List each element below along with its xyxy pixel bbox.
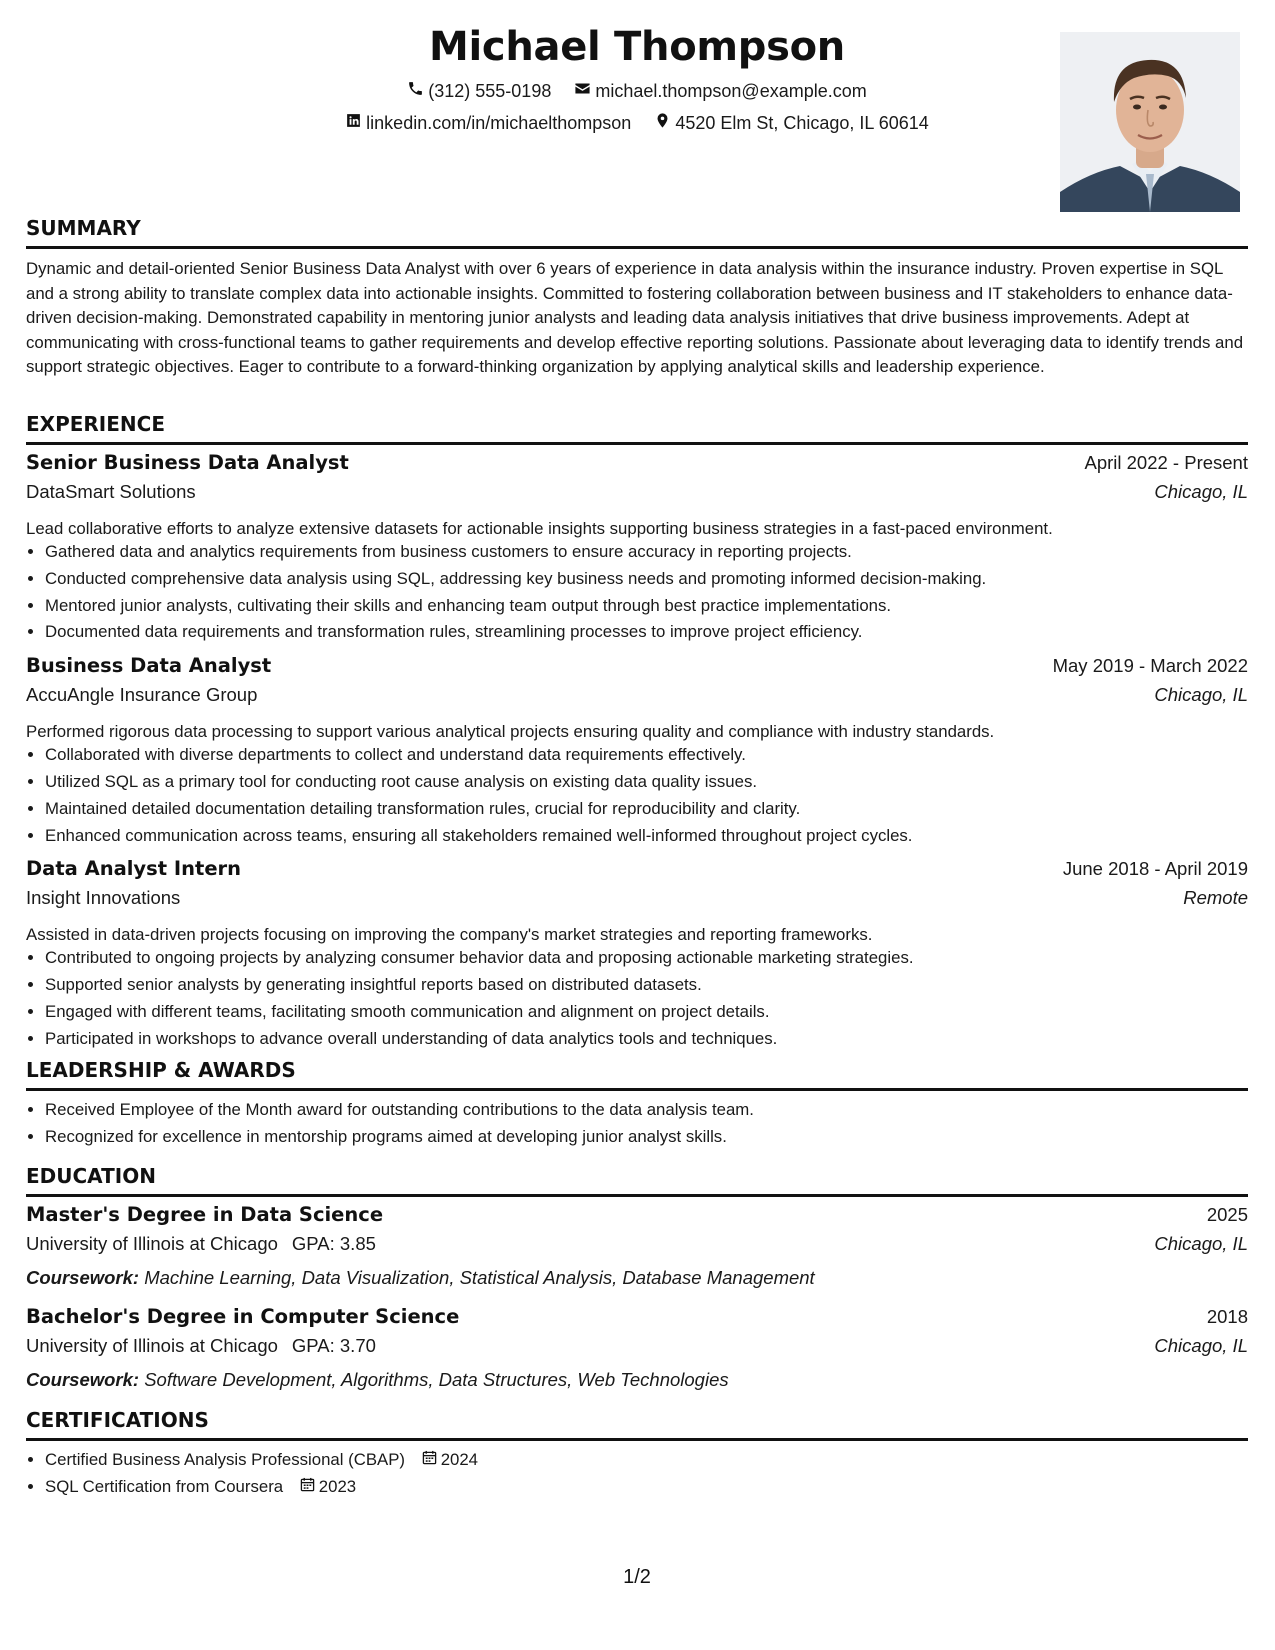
certification-year: 2024: [440, 1450, 479, 1469]
certifications-list: [26, 1447, 1248, 1501]
school-line: [26, 1233, 376, 1255]
job-location: Chicago, IL: [1154, 684, 1248, 706]
phone-contact: [407, 80, 551, 102]
job-dates: April 2022 - Present: [1084, 452, 1248, 473]
page-number: 1/2: [623, 1566, 651, 1588]
summary-text: Dynamic and detail-oriented Senior Business Data Analyst with over 6 years of experience in data analysis within the insurance industry. Proven expertise in SQL and a strong ability to translate complex data into actionable insights. Committed to fostering collaboration between business and IT stakeholders to enhance data-driven decision-making. Demonstrated capability in mentoring junior analysts and leading data analysis initiatives that drive business improvements. Adept at communicating with cross-functional teams to gather requirements and develop effective reporting solutions. Passionate about leveraging data to identify trends and support strategic objectives. Eager to contribute to a forward-thinking organization by applying analytical skills and leadership experience.: [26, 259, 1244, 376]
resume-header: [26, 18, 1248, 218]
section-divider: [26, 442, 1248, 445]
resume-page: [26, 0, 1248, 1650]
education-heading: EDUCATION: [26, 1164, 156, 1188]
section-divider: [26, 1438, 1248, 1441]
coursework-line: [26, 1365, 1248, 1395]
leadership-list: [26, 1097, 1248, 1151]
address-contact: [654, 112, 929, 134]
list-item: • Gathered data and analytics requirements from business customers to ensure accuracy in reporting projects.: [45, 539, 1248, 566]
certification-year: 2023: [318, 1476, 357, 1496]
linkedin-contact[interactable]: [345, 112, 631, 134]
candidate-name: Michael Thompson: [429, 24, 845, 70]
job-company: Insight Innovations: [26, 887, 181, 909]
job-title: Senior Business Data Analyst: [26, 451, 349, 474]
list-item: • Enhanced communication across teams, ensuring all stakeholders remained well-informed throughout project cycles.: [45, 823, 1248, 850]
degree-title: Bachelor's Degree in Computer Science: [26, 1305, 460, 1328]
school-line: [26, 1335, 376, 1357]
calendar-icon: [300, 1474, 319, 1501]
certification-date: [422, 1447, 478, 1474]
list-item: • Engaged with different teams, facilitating smooth communication and alignment on project details.: [45, 999, 1248, 1026]
education-entry: [26, 1203, 1248, 1293]
job-description: Lead collaborative efforts to analyze extensive datasets for actionable insights supporting business strategies in a fast-paced environment.: [26, 519, 1053, 538]
section-divider: [26, 1194, 1248, 1197]
experience-section: [26, 410, 1248, 1053]
list-item: • Participated in workshops to advance overall understanding of data analytics tools and techniques.: [45, 1026, 1248, 1053]
job-entry: [26, 857, 1248, 1052]
job-description: Performed rigorous data processing to support various analytical projects ensuring quality and compliance with industry standards.: [26, 722, 995, 742]
job-entry: [26, 654, 1248, 849]
summary-heading: SUMMARY: [26, 216, 141, 240]
job-bullets: [26, 945, 1248, 1052]
coursework-list: Machine Learning, Data Visualization, Statistical Analysis, Database Management: [144, 1267, 815, 1288]
job-title: Business Data Analyst: [26, 654, 272, 678]
summary-section: [26, 214, 1248, 380]
list-item: • Maintained detailed documentation detailing transformation rules, crucial for reproducibility and clarity.: [45, 796, 1248, 823]
education-section: [26, 1162, 1248, 1395]
school-location: Chicago, IL: [1154, 1233, 1248, 1254]
linkedin-url[interactable]: linkedin.com/in/michaelthompson: [366, 112, 632, 133]
coursework-label: Coursework:: [26, 1267, 140, 1288]
coursework-label: Coursework:: [26, 1369, 140, 1390]
certifications-heading: CERTIFICATIONS: [26, 1408, 209, 1432]
certifications-section: [26, 1406, 1248, 1501]
phone-icon: [407, 80, 428, 102]
education-entry: [26, 1305, 1248, 1395]
section-divider: [26, 1088, 1248, 1091]
coursework-list: Software Development, Algorithms, Data Structures, Web Technologies: [144, 1369, 729, 1390]
gpa: GPA: 3.70: [291, 1335, 376, 1356]
job-entry: [26, 451, 1248, 646]
profile-photo: [1060, 32, 1240, 212]
calendar-icon: [422, 1447, 441, 1474]
email-address[interactable]: michael.thompson@example.com: [595, 80, 867, 101]
degree-title: Master's Degree in Data Science: [26, 1203, 384, 1226]
school-name: University of Illinois at Chicago: [26, 1335, 278, 1356]
leadership-heading: LEADERSHIP & AWARDS: [26, 1058, 296, 1082]
list-item: • Supported senior analysts by generating insightful reports based on distributed datasets.: [45, 972, 1248, 999]
list-item: • Mentored junior analysts, cultivating their skills and enhancing team output through best practice implementations.: [45, 593, 1248, 620]
certification-name: Certified Business Analysis Professional (CBAP): [45, 1450, 406, 1469]
list-item: • Documented data requirements and transformation rules, streamlining processes to improve project efficiency.: [45, 619, 1248, 646]
job-dates: May 2019 - March 2022: [1052, 655, 1248, 677]
certification-date: [300, 1474, 356, 1501]
school-location: Chicago, IL: [1154, 1335, 1248, 1356]
list-item: • Contributed to ongoing projects by analyzing consumer behavior data and proposing actionable marketing strategies.: [45, 945, 1248, 972]
job-location: Remote: [1183, 887, 1248, 909]
certification-name: SQL Certification from Coursera: [45, 1476, 284, 1496]
coursework-line: [26, 1263, 1248, 1293]
job-title: Data Analyst Intern: [26, 857, 242, 881]
envelope-icon: [574, 80, 595, 102]
phone-number: (312) 555-0198: [428, 80, 552, 101]
linkedin-icon: [345, 112, 366, 134]
address-text: 4520 Elm St, Chicago, IL 60614: [675, 112, 929, 133]
section-divider: [26, 246, 1248, 249]
degree-year: 2025: [1206, 1204, 1248, 1225]
job-bullets: [26, 742, 1248, 849]
degree-year: 2018: [1206, 1306, 1248, 1327]
job-location: Chicago, IL: [1154, 481, 1248, 502]
email-contact[interactable]: [574, 80, 866, 102]
list-item: • Conducted comprehensive data analysis using SQL, addressing key business needs and promoting informed decision-making.: [45, 566, 1248, 593]
job-dates: June 2018 - April 2019: [1062, 858, 1248, 880]
job-description: Assisted in data-driven projects focusing on improving the company's market strategies and reporting frameworks.: [26, 925, 873, 945]
leadership-section: [26, 1056, 1248, 1151]
map-pin-icon: [654, 112, 675, 134]
job-company: AccuAngle Insurance Group: [26, 684, 258, 706]
list-item: [45, 1474, 1248, 1501]
list-item: • Utilized SQL as a primary tool for conducting root cause analysis on existing data quality issues.: [45, 769, 1248, 796]
experience-heading: EXPERIENCE: [26, 412, 165, 436]
list-item: • Received Employee of the Month award for outstanding contributions to the data analysis team.: [45, 1097, 1248, 1124]
job-company: DataSmart Solutions: [26, 481, 196, 502]
school-name: University of Illinois at Chicago: [26, 1233, 278, 1254]
job-bullets: [26, 539, 1248, 646]
gpa: GPA: 3.85: [291, 1233, 376, 1254]
list-item: • Recognized for excellence in mentorship programs aimed at developing junior analyst skills.: [45, 1124, 1248, 1151]
list-item: [45, 1447, 1248, 1474]
list-item: • Collaborated with diverse departments to collect and understand data requirements effectively.: [45, 742, 1248, 769]
